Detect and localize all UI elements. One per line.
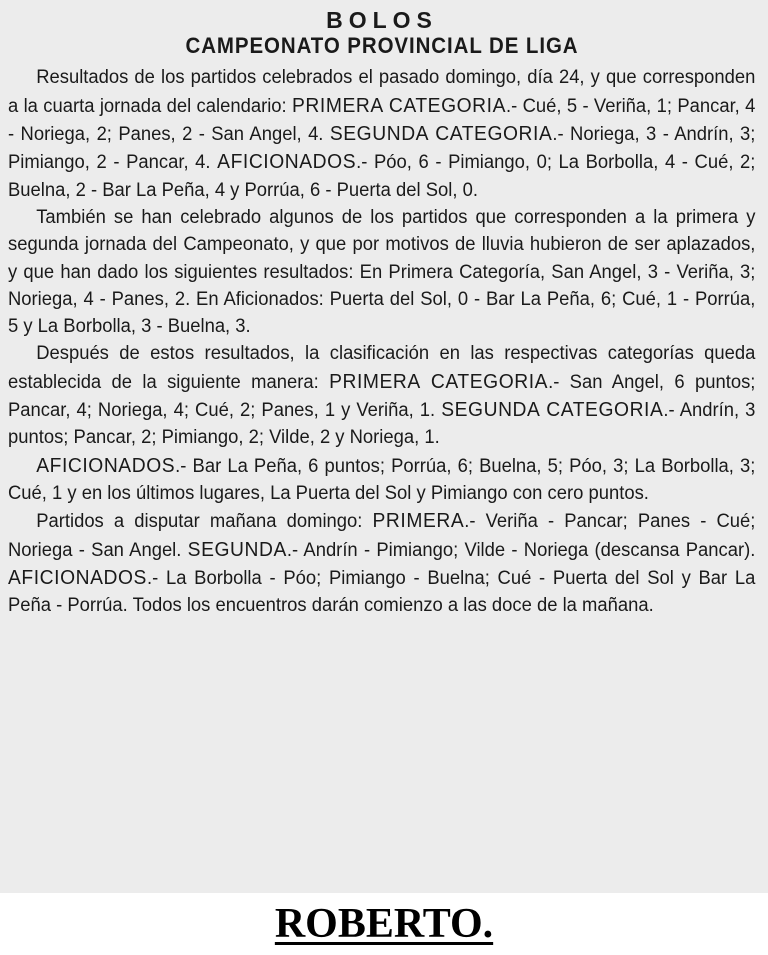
text-run: .- Bar La Peña, 6 puntos; Porrúa, 6; Buelna, 5; Póo, 3; La Borbolla, 3; Cué, 1 y en los últimos lugares, La Puerta del Sol y Pimiango con cero puntos. [8,454,756,504]
category-label: PRIMERA [372,509,465,533]
author-signature [0,893,768,955]
paragraph-standings [8,340,755,451]
category-label: SEGUNDA [187,537,287,561]
text-run: .- Andrín - Pimiango; Vilde - Noriega (descansa Pancar). [286,538,756,561]
category-label: PRIMERA CATEGORIA [329,369,549,393]
category-label: SEGUNDA CATEGORIA [441,398,664,422]
paragraph-amateur-standings [8,452,755,508]
paragraph-results [8,64,755,203]
paragraph-postponed: También se han celebrado algunos de los partidos que corresponden a la primera y segunda jornada del Campeonato, y que por motivos de lluvia hubieron de ser aplazados, y que han dado los siguientes resultados: En Primera Categoría, San Angel, 3 - Veriña, 3; Noriega, 4 - Panes, 2. En Aficionados: Puerta del Sol, 0 - Bar La Peña, 6; Cué, 1 - Porrúa, 5 y La Borbolla, 3 - Buelna, 3. [8,205,756,338]
text-run: .- Póo, 6 - Pimiango, 0; La Borbolla, 4 - Cué, 2; Buelna, 2 - Bar La Peña, 4 y Porrúa, 6 - Puerta del Sol, 0. [8,151,756,201]
article-subtitle: CAMPEONATO PROVINCIAL DE LIGA [185,33,579,59]
category-label: SEGUNDA CATEGORIA [329,122,553,146]
text-run: .- Noriega, 3 - Andrín, 3; Pimiango, 2 - Pancar, 4. [8,123,756,174]
text-run: Después de estos resultados, la clasificación en las respectivas categorías queda establecida de la siguiente manera: [8,342,756,393]
text-run: .- San Angel, 6 puntos; Pancar, 4; Noriega, 4; Cué, 2; Panes, 1 y Veriña, 1. [8,370,756,422]
category-label: AFICIONADOS [36,453,176,477]
text-run: Partidos a disputar mañana domingo: [36,510,373,533]
paragraph-upcoming-matches [8,507,755,619]
article-title: BOLOS [326,7,438,33]
text-run: .- La Borbolla - Póo; Pimiango - Buelna; Cué - Puerta del Sol y Bar La Peña - Porrúa. Todos los encuentros darán comienzo a las doce de la mañana. [8,566,756,617]
category-label: AFICIONADOS [217,150,357,174]
text-run: .- Veriña - Pancar; Panes - Cué; Noriega - San Angel. [8,510,756,561]
category-label: PRIMERA CATEGORIA [292,93,506,117]
signature-text: ROBERTO. [274,901,494,947]
category-label: AFICIONADOS [8,565,147,589]
text-run: .- Cué, 5 - Veriña, 1; Pancar, 4 - Noriega, 2; Panes, 2 - San Angel, 4. [8,94,756,146]
text-run: Resultados de los partidos celebrados el pasado domingo, día 24, y que corresponden a la cuarta jornada del calendario: [8,66,756,117]
text-run: .- Andrín, 3 puntos; Pancar, 2; Pimiango, 2; Vilde, 2 y Noriega, 1. [8,399,756,449]
